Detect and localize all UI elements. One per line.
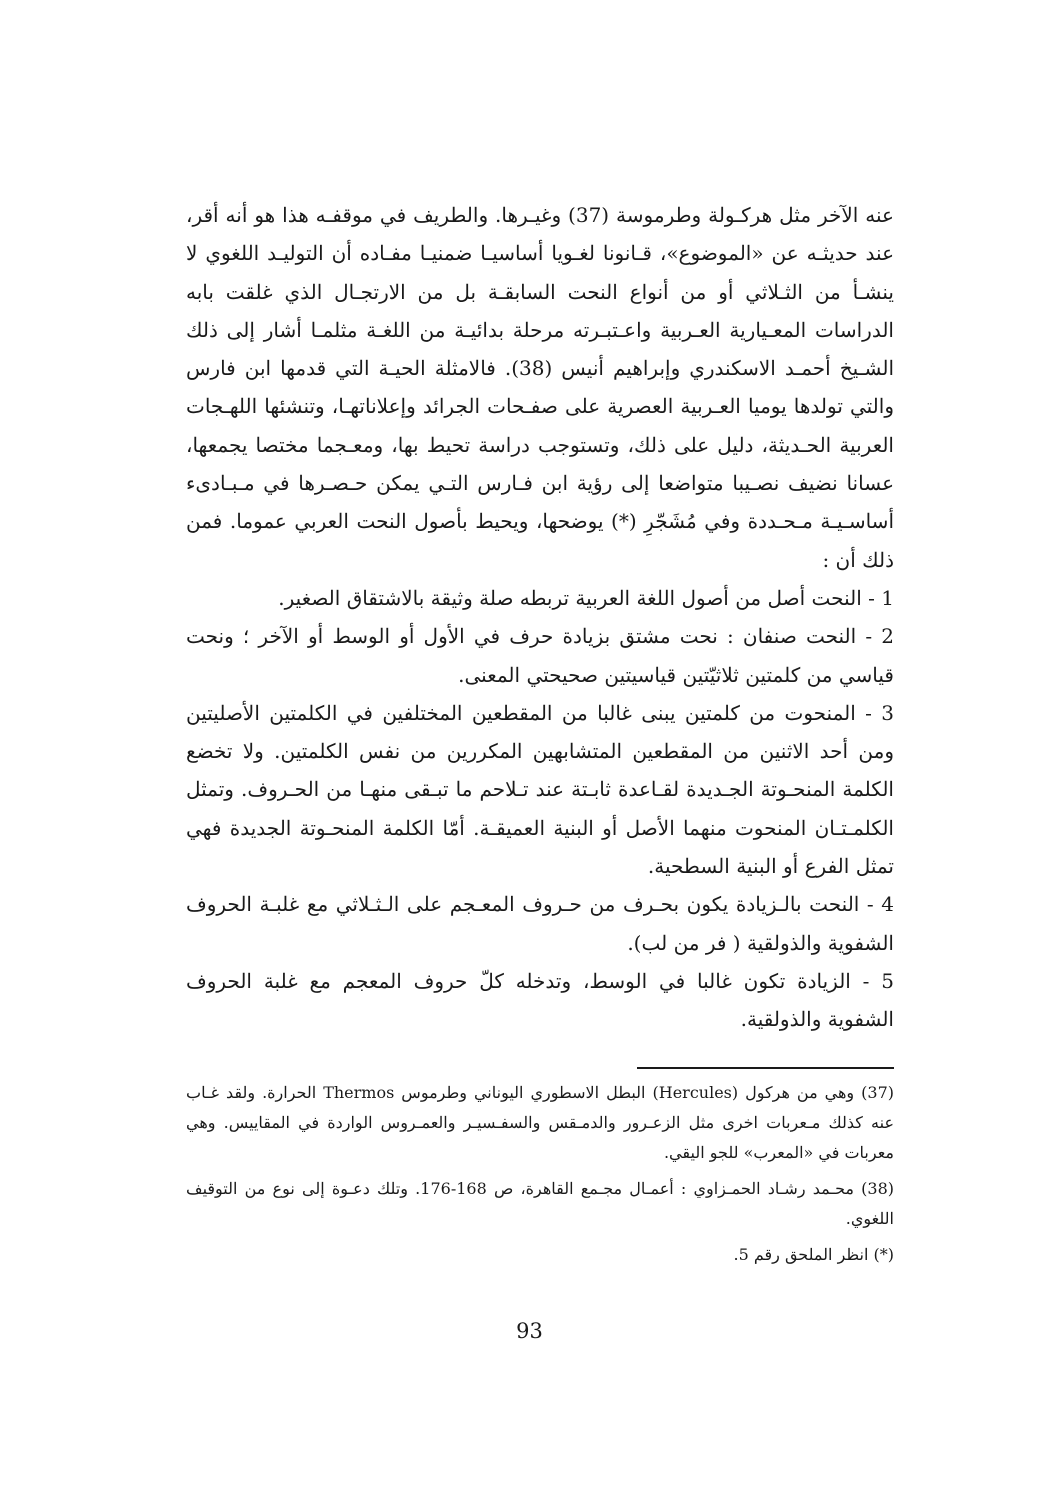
body-paragraph: عنه الآخر مثل هركـولة وطرموسة (37) وغيـرها. والطريف في موقفـه هذا هو أنه أقر، عند حديثـه عن «الموضوع»، قـانونا لغـويا أساسيـا ضمنيـا مفـاده أن التوليـد اللغوي لا ينشـأ من الثـلاثي أو من أنواع النحت السابقـة بل من الارتجـال الذي غلقت بابه الدراسات المعـيارية العـربية واعـتبـرته مرحلة بدائيـة من اللغـة مثلمـا أشار إلى ذلك الشـيخ أحمـد الاسكندري وإبراهيم أنيس (38). فالامثلة الحيـة التي قدمها ابن فارس والتي تولدها يوميا العـربية العصرية على صفـحات الجرائد وإعلاناتهـا، وتنشئها اللهـجات العربية الحـديثة، دليل على ذلك، وتستوجب دراسة تحيط بها، ومعـجما مختصا يجمعها، عسانا نضيف نصـيبا متواضعا إلى رؤية ابن فـارس التـي يمكن حـصـرها في مـبـادىء أساسـيـة مـحـددة وفي مُشَجّرِ (*) يوضحها، ويحيط بأصول النحت العربي عموما. فمن ذلك أن :: [186, 203, 894, 572]
list-item-1: 1 - النحت أصل من أصول اللغة العربية تربطه صلة وثيقة بالاشتقاق الصغير.: [278, 585, 894, 610]
list-item-2: 2 - النحت صنفان : نحت مشتق بزيادة حرف في الأول أو الوسط أو الآخر ؛ ونحت قياسي من كلمتين ثلاثيّتين قياسيتين صحيحتي المعنى.: [186, 624, 894, 687]
list-item-4: 4 - النحت بالـزيادة يكون بحـرف من حـروف المعـجم على الـثـلاثي مع غلبـة الحروف الشفوية والذولقية ( فر من لب).: [186, 892, 894, 955]
footnote-asterisk: (*) انظر الملحق رقم 5.: [733, 1245, 894, 1264]
list-item-3: 3 - المنحوت من كلمتين يبنى غالبا من المقطعين المختلفين في الكلمتين الأصليتين ومن أحد الاثنين من المقطعين المتشابهين المكررين من نفس الكلمتين. ولا تخضع الكلمة المنحـوتة الجـديدة لقـاعدة ثابـتة عند تـلاحم ما تبـقى منهـا من الحـروف. وتمثل الكلمـتـان المنحوت منهما الأصل أو البنية العميقـة. أمّا الكلمة المنحـوتة الجديدة فهي تمثل الفرع أو البنية السطحية.: [186, 700, 894, 879]
footnote-38: (38) محـمد رشـاد الحمـزاوي : أعمـال مجـمع القاهرة، ص 168-176. وتلك دعـوة إلى نوع من التوقيف اللغوي.: [186, 1179, 895, 1228]
footnotes-block: [186, 1078, 894, 1276]
page-number: 93: [516, 1319, 543, 1343]
footnote-37: (37) وهي من هركول (Hercules) البطل الاسطوري اليوناني وطرموس Thermos الحرارة. ولقد غـاب عنه كذلك مـعربات اخرى مثل الزعـرور والدمـقس والسفـسيـر والعمـروس الواردة في المقاييس. وهي معربات في «المعرب» للجو اليقي.: [186, 1083, 894, 1162]
list-item-5: 5 - الزيادة تكون غالبا في الوسط، وتدخله كلّ حروف المعجم مع غلبة الحروف الشفوية والذولقية.: [186, 968, 894, 1032]
main-text-block: [186, 196, 894, 1039]
footnote-separator: [637, 1067, 894, 1069]
